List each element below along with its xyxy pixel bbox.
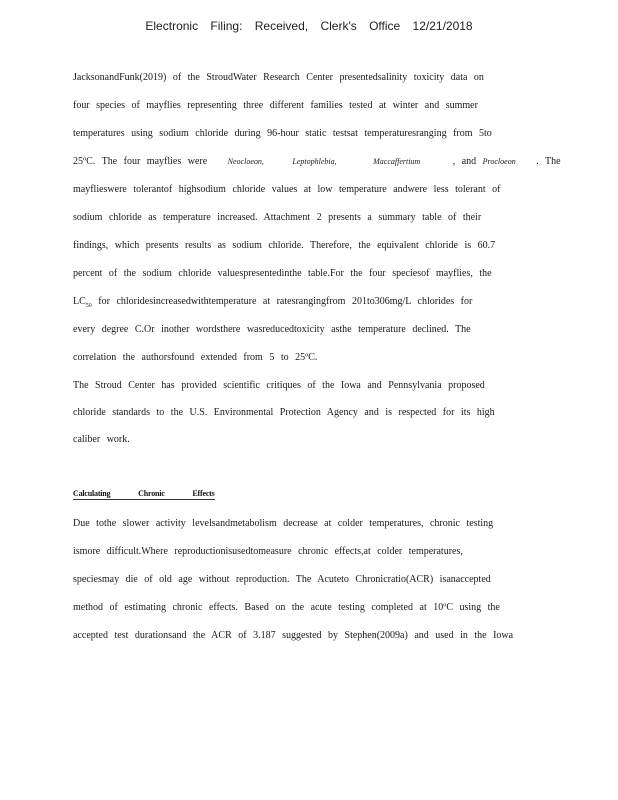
text-line: caliber work. [73, 434, 130, 445]
text-fragment: , and [452, 156, 477, 167]
text-line: The Stroud Center has provided scientific critiques of the Iowa and Pennsylvania proposed [73, 380, 485, 391]
text-line: mayflieswere tolerantof highsodium chloride values at low temperature andwere less tolerant of [73, 184, 501, 195]
genus-name: Leptophlebia, [292, 157, 337, 166]
text-line: method of estimating chronic effects. Based on the acute testing completed at 10ºC using the [73, 602, 500, 613]
text-fragment: . The [536, 156, 561, 167]
paragraph-stroud-center [73, 376, 543, 457]
text-line: Due tothe slower activity levelsandmetabolism decrease at colder temperatures, chronic testing [73, 518, 494, 529]
text-line: every degree C.Or inother wordsthere wasreducedtoxicity asthe temperature declined. The [73, 324, 471, 335]
text-line: percent of the sodium chloride valuespresentedinthe table.For the four speciesof mayflies, the [73, 268, 492, 279]
genus-name: Procloeon [482, 157, 516, 166]
genus-name: Neocloeon, [227, 157, 264, 166]
text-line: JacksonandFunk(2019) of the StroudWater Research Center presentedsalinity toxicity data on [73, 72, 484, 83]
paragraph-chronic-effects [73, 514, 543, 654]
text-line: temperatures using sodium chloride during 96-hour static testsat temperaturesranging from 5to [73, 128, 492, 139]
text-line: speciesmay die of old age without reproduction. The Acuteto Chronicratio(ACR) isanaccepted [73, 574, 491, 585]
lc-subscript: 50 [85, 303, 92, 309]
text-fragment: 25ºC. The four mayflies were [73, 156, 208, 167]
text-line: chloride standards to the U.S. Environmental Protection Agency and is respected for its high [73, 407, 495, 418]
text-line: accepted test durationsand the ACR of 3.187 suggested by Stephen(2009a) and used in the Iowa [73, 630, 514, 641]
electronic-filing-header: Electronic Filing: Received, Clerk's Office 12/21/2018 [145, 19, 473, 33]
genus-name: Maccaffertium [373, 157, 421, 166]
text-fragment: for chloridesincreasedwithtemperature at ratesrangingfrom 201to306mg/L chlorides for [98, 296, 473, 307]
text-line-lc50 [73, 292, 543, 320]
text-line: four species of mayflies representing three different families tested at winter and summer [73, 100, 478, 111]
text-line: findings, which presents results as sodium chloride. Therefore, the equivalent chloride is 60.7 [73, 240, 496, 251]
text-line: sodium chloride as temperature increased. Attachment 2 presents a summary table of their [73, 212, 482, 223]
text-line: correlation the authorsfound extended from 5 to 25ºC. [73, 352, 318, 363]
text-line-mayfly-genera [73, 152, 561, 180]
section-heading: Calculating Chronic Effects [73, 489, 215, 498]
text-line: ismore difficult.Where reproductionisusedtomeasure chronic effects,at colder temperatures, [73, 546, 463, 557]
paragraph-salinity-toxicity [73, 68, 561, 376]
lc-label: LC [73, 296, 86, 307]
